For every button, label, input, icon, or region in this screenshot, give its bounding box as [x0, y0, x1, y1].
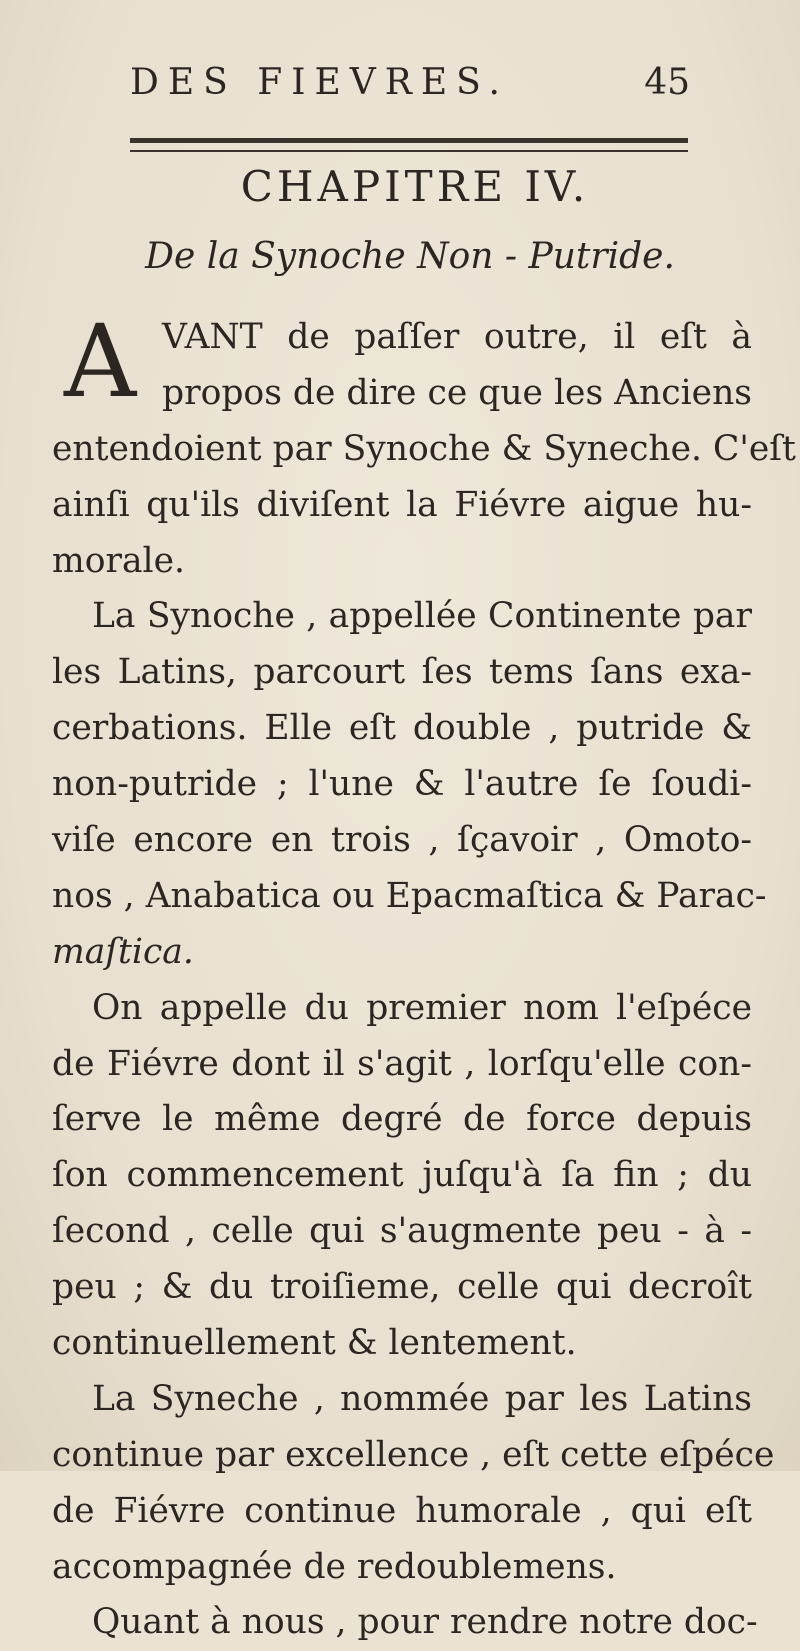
text-line: ainſi qu'ils diviſent la Fiévre aigue hu- [52, 484, 752, 525]
running-head [130, 62, 690, 112]
chapter-subtitle: De la Synoche Non - Putride. [145, 236, 675, 277]
drop-cap: A [64, 303, 137, 420]
text-line: cerbations. Elle eſt double , putride & [52, 708, 752, 749]
text-line: La Syneche , nommée par les Latins [92, 1378, 752, 1419]
chapter-title: CHAPITRE IV. [240, 162, 590, 211]
page-number: 45 [644, 62, 690, 103]
text-line: ſon commencement juſqu'à ſa fin ; du [52, 1155, 752, 1196]
text-line: ſecond , celle qui s'augmente peu - à - [52, 1211, 752, 1252]
text-line: morale. [52, 540, 185, 581]
text-line: On appelle du premier nom l'eſpéce [92, 987, 752, 1028]
text-line: La Synoche , appellée Continente par [92, 596, 752, 637]
text-line: continuellement & lentement. [52, 1323, 577, 1364]
text-line: de Fiévre dont il s'agit , lorſqu'elle con- [52, 1043, 752, 1084]
header-rule-thick [130, 138, 688, 143]
text-line: nos , Anabatica ou Epacmaſtica & Parac- [52, 875, 767, 916]
line-text: VANT de paſſer outre, il eſt à [162, 317, 752, 357]
running-title: DES FIEVRES. [130, 62, 509, 103]
body-text [52, 303, 796, 1651]
text-line: propos de dire ce que les Anciens [162, 372, 752, 413]
text-line: ſerve le même degré de force depuis [52, 1099, 752, 1140]
text-line: les Latins, parcourt ſes tems ſans exa- [52, 652, 752, 693]
text-line: Quant à nous , pour rendre notre doc- [92, 1602, 758, 1643]
text-line: accompagnée de redoublemens. [52, 1546, 617, 1587]
text-line: viſe encore en trois , ſçavoir , Omoto- [52, 820, 752, 861]
text-line: maſtica. [52, 931, 194, 972]
text-line: non-putride ; l'une & l'autre ſe ſoudi- [52, 764, 752, 805]
header-rule-thin [130, 150, 688, 152]
text-line: continue par excellence , eſt cette eſpéce [52, 1434, 775, 1475]
text-line: entendoient par Synoche & Syneche. C'eſt [52, 428, 796, 469]
text-line: de Fiévre continue humorale , qui eſt [52, 1490, 752, 1531]
text-line: peu ; & du troiſieme, celle qui decroît [52, 1267, 752, 1308]
